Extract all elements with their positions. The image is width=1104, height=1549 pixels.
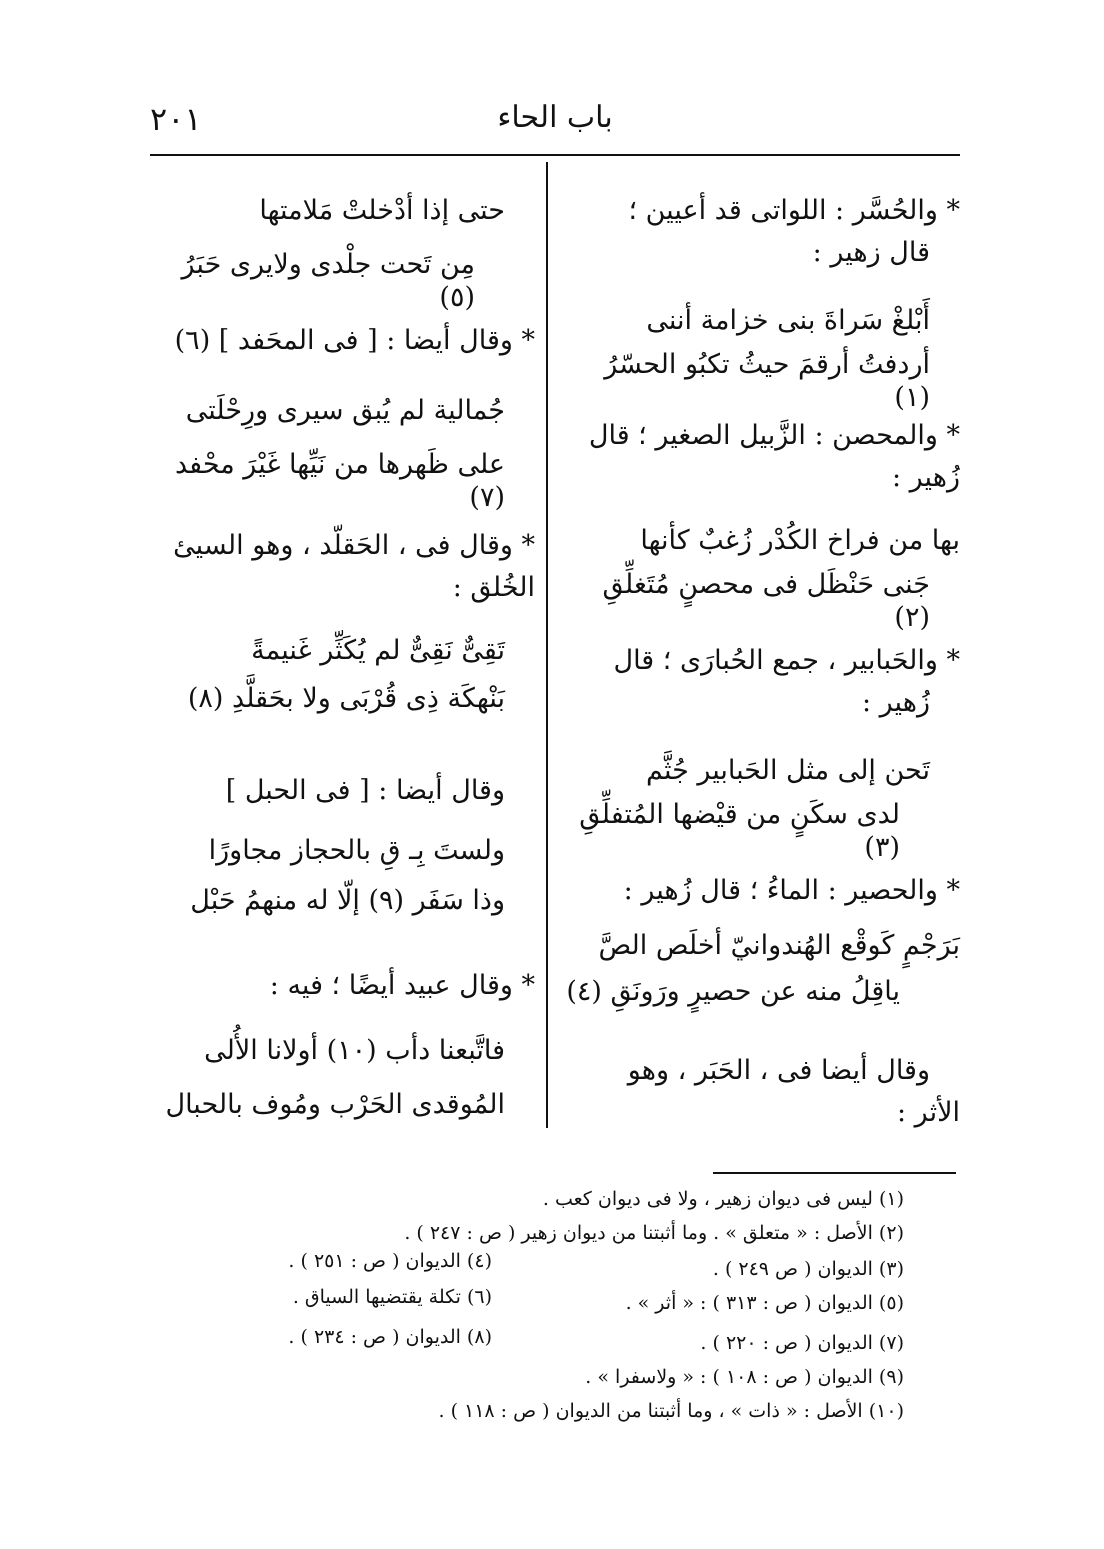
footnote: (٧) الديوان ( ص : ٢٢٠ ) .	[700, 1332, 904, 1354]
footnote: (٢) الأصل : « متعلق » . وما أثبتنا من ديوان زهير ( ص : ٢٤٧ ) .	[404, 1222, 904, 1244]
verse	[150, 395, 535, 514]
entry-text: * والحُسَّر : اللواتى قد أعيين ؛	[628, 195, 960, 226]
entry-text: * والحَبابير ، جمع الحُبارَى ؛ قال	[613, 645, 960, 676]
verse	[150, 1035, 535, 1122]
verse	[565, 755, 960, 864]
verse	[150, 195, 535, 314]
verse-line: حتى إذا أدْخلتْ مَلامتها	[259, 195, 505, 226]
entry-text: * وقال فى ، الحَقلّد ، وهو السيئ	[173, 530, 535, 561]
verse	[565, 525, 960, 634]
verse-line: وذا سَفَر (٩) إلّا له منهمُ حَبْل	[190, 885, 505, 917]
header-rule	[150, 154, 960, 156]
verse	[150, 835, 535, 918]
entry-text: وقال أيضا فى ، الحَبَر ، وهو	[627, 1055, 930, 1086]
entry-text: الأثر :	[897, 1097, 960, 1129]
verse-line: ولستَ بِـ قِ بالحجاز مجاورًا	[208, 835, 505, 866]
footnote: (١٠) الأصل : « ذات » ، وما أثبتنا من الديوان ( ص : ١١٨ ) .	[438, 1400, 904, 1422]
entry-text: * وقال عبيد أيضًا ؛ فيه :	[269, 970, 535, 1001]
footnote: (٤) الديوان ( ص : ٢٥١ ) .	[288, 1250, 492, 1272]
verse-line: تَحن إلى مثل الحَبابير جُثَّم	[645, 755, 930, 786]
verse-line: جُمالية لم يُبق سيرى ورِحْلَتى	[185, 395, 505, 426]
footnote: (١) ليس فى ديوان زهير ، ولا فى ديوان كعب .	[542, 1188, 904, 1210]
column-divider	[546, 162, 548, 1128]
entry-hasir	[565, 875, 960, 907]
footnote-rule	[713, 1172, 956, 1174]
entry-habar	[565, 1055, 960, 1130]
verse	[150, 635, 535, 716]
entry-text: قال زهير :	[812, 237, 930, 269]
footnote: (٥) الديوان ( ص : ٣١٣ ) : « أثر » .	[625, 1292, 904, 1314]
verse-line: أَبْلغْ سَراةَ بنى خزامة أننى	[646, 305, 930, 336]
verse-line: تَقِىٌّ نَقِىٌّ لم يُكَثِّر غَنيمةً	[251, 635, 505, 666]
entry-text: * وقال أيضا : [ فى المحَفد ] (٦)	[174, 325, 535, 356]
entry-ubayd	[150, 970, 535, 1002]
footnote: (٩) الديوان ( ص : ١٠٨ ) : « ولاسفرا » .	[585, 1366, 904, 1388]
entry-hussar	[565, 195, 960, 270]
verse-line: على ظَهرها من نَيِّها غَيْرَ محْفد (٧)	[175, 449, 505, 513]
verse-line: بَرَجْمٍ كَوقْع الهُندوانيّ أخلَص الصَّ	[598, 930, 960, 961]
entry-habl	[150, 775, 535, 807]
verse-line: فاتَّبعنا دأب (١٠) أولانا الأُلى	[204, 1035, 505, 1066]
footnote: (٣) الديوان ( ص ٢٤٩ ) .	[712, 1258, 904, 1280]
verse	[565, 305, 960, 414]
page-number: ٢٠١	[150, 100, 202, 138]
entry-habaabir	[565, 645, 960, 720]
entry-text: وقال أيضا : [ فى الحبل ]	[225, 775, 505, 806]
verse-line: مِن تَحت جلْدى ولايرى حَبَرُ (٥)	[181, 249, 475, 313]
verse	[565, 930, 960, 1009]
verse-line: أردفتُ أرقمَ حيثُ تكبُو الحسّرُ (١)	[604, 349, 930, 413]
footnote: (٦) تكلة يقتضيها السياق .	[292, 1286, 492, 1308]
verse-line: المُوقدى الحَرْب ومُوف بالحبال	[165, 1089, 505, 1121]
entry-text: الخُلق :	[452, 572, 535, 604]
entry-haqallad	[150, 530, 535, 605]
entry-text: * والحصير : الماءُ ؛ قال زُهير :	[623, 875, 960, 906]
verse-line: بَنْهكَة ذِى قُرْبَى ولا بحَقلَّدِ (٨)	[187, 683, 505, 715]
verse-line: بها من فراخ الكُدْر زُغبٌ كأنها	[640, 525, 960, 556]
verse-line: لدى سكَنٍ من قيْضها المُتفلِّقِ (٣)	[579, 799, 900, 863]
entry-text: زُهير :	[861, 687, 930, 719]
entry-mihfad	[150, 325, 535, 357]
verse-line: ياقِلُ منه عن حصيرٍ ورَونَقِ (٤)	[566, 976, 900, 1008]
footnote: (٨) الديوان ( ص : ٢٣٤ ) .	[288, 1326, 492, 1348]
entry-mihsan	[565, 420, 960, 495]
chapter-title: باب الحاء	[497, 100, 613, 135]
verse-line: جَنى حَنْظَل فى محصنٍ مُتَغلِّقِ (٢)	[602, 569, 930, 633]
entry-text: * والمحصن : الزَّبيل الصغير ؛ قال	[588, 420, 960, 451]
entry-text: زُهير :	[891, 462, 960, 494]
